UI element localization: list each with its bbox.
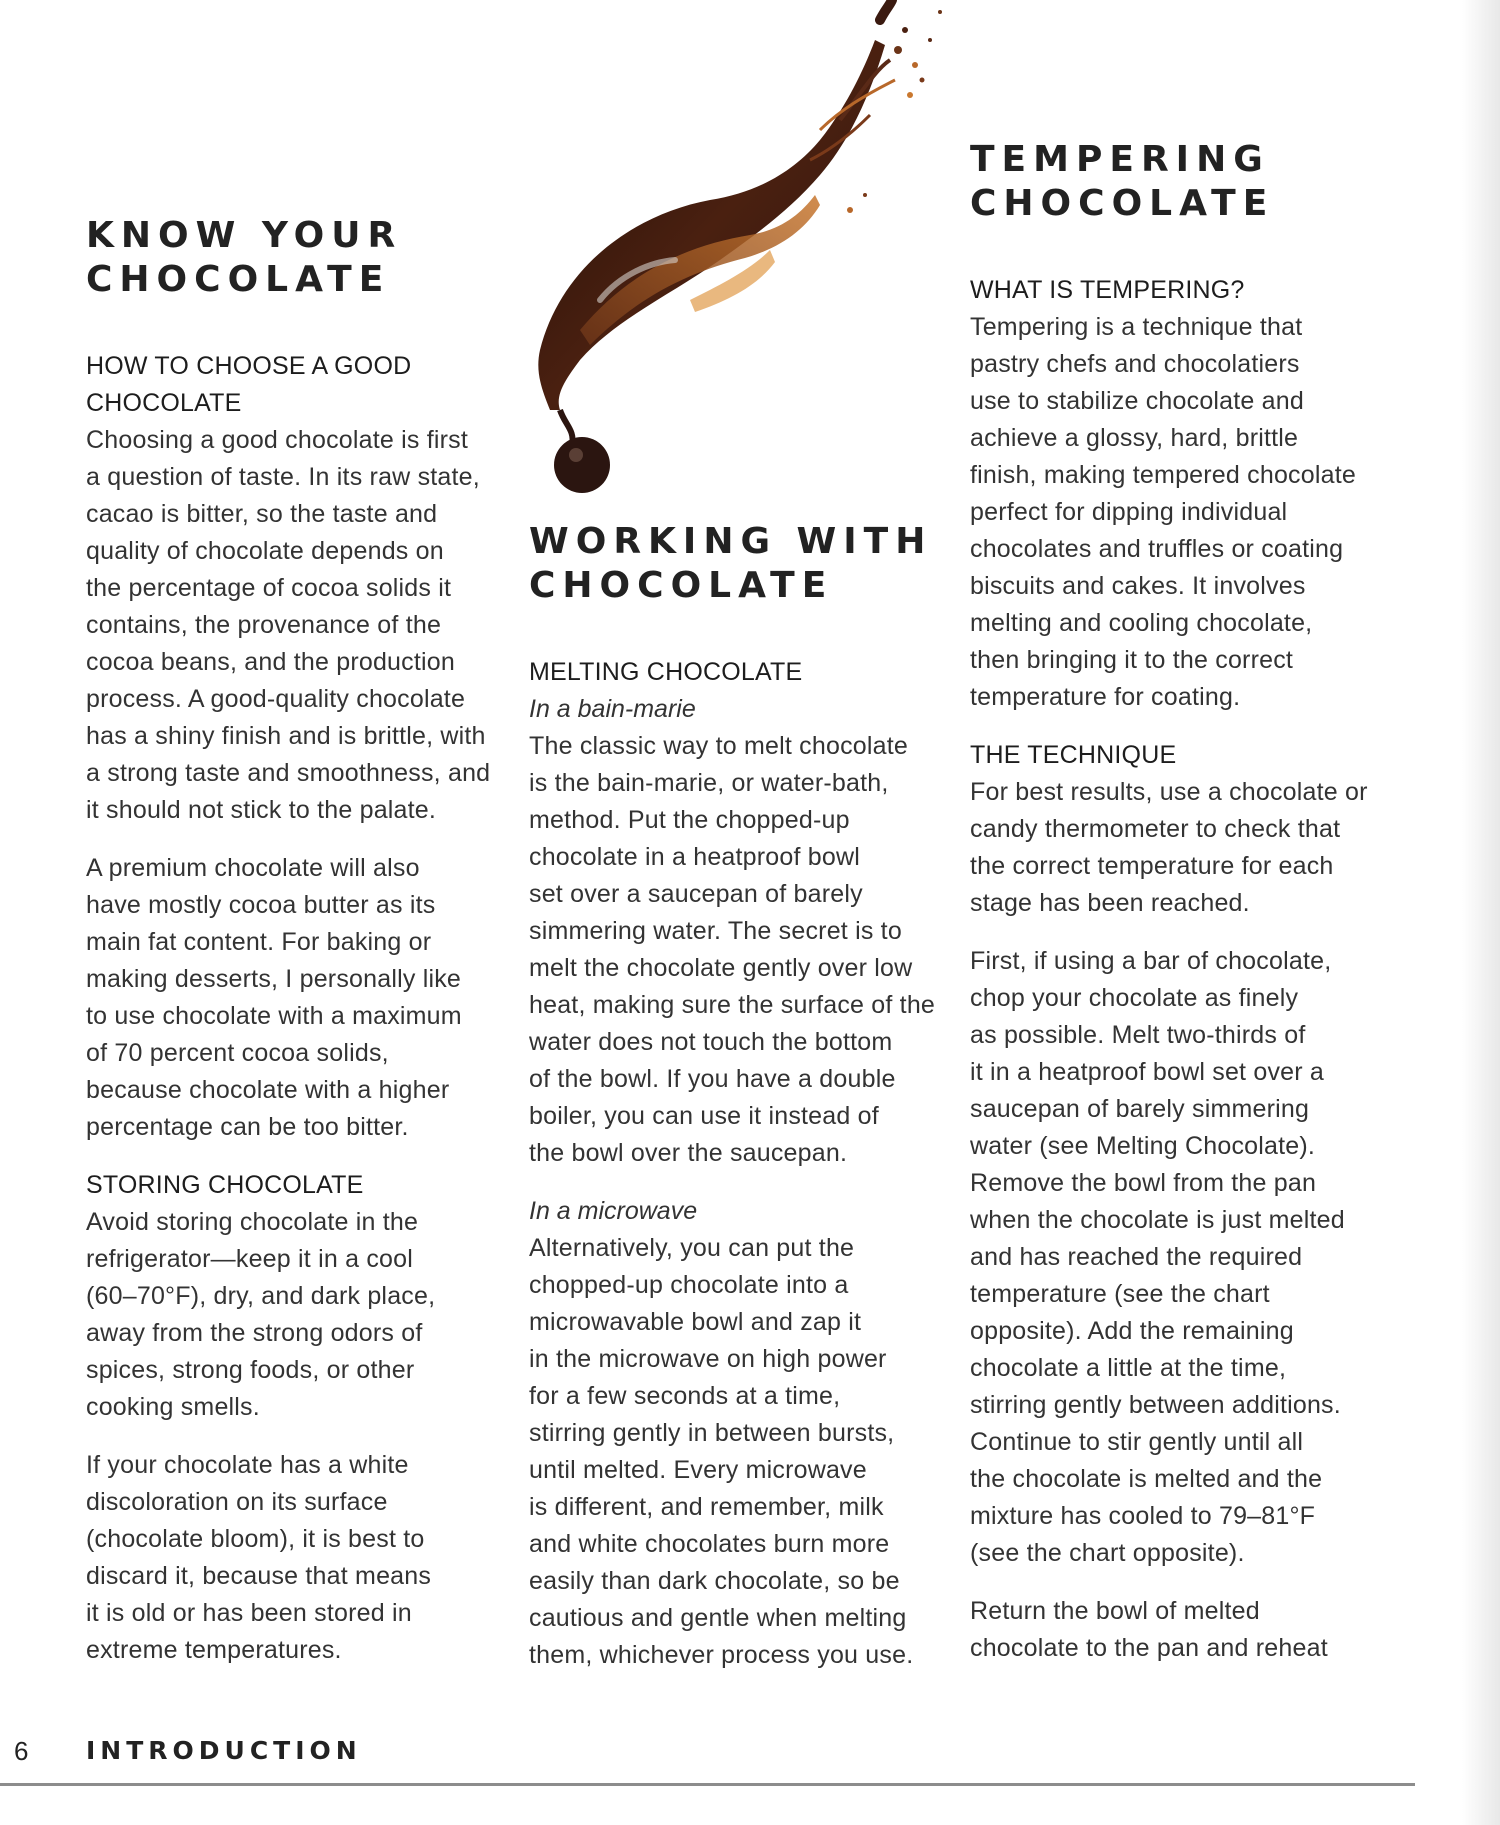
text-line: mixture has cooled to 79–81°F (970, 1502, 1316, 1530)
heading-line: WORKING WITH (529, 521, 933, 562)
text-line: spices, strong foods, or other (86, 1356, 415, 1384)
column-working-with-chocolate (529, 520, 949, 1674)
text-line: is the bain-marie, or water-bath, (529, 769, 889, 797)
text-line: is different, and remember, milk (529, 1493, 884, 1521)
footer-divider (0, 1783, 1415, 1786)
text-line: For best results, use a chocolate or (970, 778, 1368, 806)
method-microwave: In a microwave (529, 1197, 698, 1225)
text-line: A premium chocolate will also (86, 854, 420, 882)
text-line: because chocolate with a higher (86, 1076, 450, 1104)
text-line: discard it, because that means (86, 1562, 432, 1590)
heading-know-your-chocolate (86, 214, 506, 302)
text-line: (60–70°F), dry, and dark place, (86, 1282, 436, 1310)
text-line: discoloration on its surface (86, 1488, 388, 1516)
text-line: of the bowl. If you have a double (529, 1065, 896, 1093)
text-line: it in a heatproof bowl set over a (970, 1058, 1325, 1086)
text-line: biscuits and cakes. It involves (970, 572, 1306, 600)
text-line: heat, making sure the surface of the (529, 991, 936, 1019)
text-line: have mostly cocoa butter as its (86, 891, 436, 919)
text-line: until melted. Every microwave (529, 1456, 867, 1484)
text-line: chocolate a little at the time, (970, 1354, 1287, 1382)
text-line: pastry chefs and chocolatiers (970, 350, 1300, 378)
text-line: to use chocolate with a maximum (86, 1002, 462, 1030)
heading-tempering-chocolate (970, 138, 1400, 226)
paragraph-return-bowl (970, 1593, 1400, 1667)
paragraph-first-steps (970, 943, 1400, 1572)
text-line: the percentage of cocoa solids it (86, 574, 452, 602)
heading-working-with-chocolate (529, 520, 949, 608)
paragraph-premium (86, 850, 506, 1146)
text-line: melt the chocolate gently over low (529, 954, 913, 982)
subheading-line: CHOCOLATE (86, 389, 242, 417)
text-line: the correct temperature for each (970, 852, 1334, 880)
heading-line: TEMPERING (970, 139, 1270, 180)
text-line: The classic way to melt chocolate (529, 732, 908, 760)
paragraph-best-results (970, 774, 1400, 922)
text-line: them, whichever process you use. (529, 1641, 914, 1669)
paragraph-bain-marie (529, 728, 949, 1172)
text-line: making desserts, I personally like (86, 965, 462, 993)
text-line: then bringing it to the correct (970, 646, 1294, 674)
section-label: INTRODUCTION (86, 1736, 362, 1765)
subheading-storing (86, 1167, 506, 1204)
method-bain-marie: In a bain-marie (529, 695, 696, 723)
text-line: Remove the bowl from the pan (970, 1169, 1317, 1197)
text-line: a question of taste. In its raw state, (86, 463, 480, 491)
text-line: main fat content. For baking or (86, 928, 432, 956)
paragraph-choosing (86, 422, 506, 829)
text-line: cocoa beans, and the production (86, 648, 455, 676)
text-line: stage has been reached. (970, 889, 1250, 917)
text-line: opposite). Add the remaining (970, 1317, 1294, 1345)
text-line: microwavable bowl and zap it (529, 1308, 862, 1336)
text-line: achieve a glossy, hard, brittle (970, 424, 1299, 452)
paragraph-tempering-definition (970, 309, 1400, 716)
text-line: process. A good-quality chocolate (86, 685, 466, 713)
text-line: finish, making tempered chocolate (970, 461, 1356, 489)
text-line: Avoid storing chocolate in the (86, 1208, 419, 1236)
text-line: and white chocolates burn more (529, 1530, 890, 1558)
text-line: quality of chocolate depends on (86, 537, 444, 565)
text-line: saucepan of barely simmering (970, 1095, 1310, 1123)
text-line: cacao is bitter, so the taste and (86, 500, 438, 528)
text-line: Alternatively, you can put the (529, 1234, 855, 1262)
text-line: chocolate in a heatproof bowl (529, 843, 861, 871)
text-line: melting and cooling chocolate, (970, 609, 1313, 637)
text-line: stirring gently between additions. (970, 1391, 1341, 1419)
subheading-line: WHAT IS TEMPERING? (970, 276, 1245, 304)
heading-line: CHOCOLATE (529, 565, 834, 606)
text-line: perfect for dipping individual (970, 498, 1288, 526)
text-line: cooking smells. (86, 1393, 260, 1421)
text-line: contains, the provenance of the (86, 611, 442, 639)
text-line: use to stabilize chocolate and (970, 387, 1304, 415)
text-line: Tempering is a technique that (970, 313, 1303, 341)
text-line: temperature for coating. (970, 683, 1241, 711)
text-line: chocolates and truffles or coating (970, 535, 1344, 563)
text-line: chocolate to the pan and reheat (970, 1634, 1328, 1662)
page-gutter-shadow (1462, 0, 1500, 1825)
text-line: temperature (see the chart (970, 1280, 1270, 1308)
subheading-line: HOW TO CHOOSE A GOOD (86, 352, 412, 380)
text-line: away from the strong odors of (86, 1319, 423, 1347)
text-line: percentage can be too bitter. (86, 1113, 409, 1141)
text-line: Continue to stir gently until all (970, 1428, 1304, 1456)
text-line: Choosing a good chocolate is first (86, 426, 469, 454)
text-line: stirring gently in between bursts, (529, 1419, 895, 1447)
text-line: chopped-up chocolate into a (529, 1271, 849, 1299)
text-line: the bowl over the saucepan. (529, 1139, 848, 1167)
subheading-what-is-tempering (970, 272, 1400, 309)
text-line: boiler, you can use it instead of (529, 1102, 879, 1130)
subheading-technique (970, 737, 1400, 774)
text-line: extreme temperatures. (86, 1636, 342, 1664)
heading-line: KNOW YOUR (86, 215, 403, 256)
text-line: Return the bowl of melted (970, 1597, 1260, 1625)
chocolate-splash-image (520, 0, 980, 520)
text-line: the chocolate is melted and the (970, 1465, 1323, 1493)
column-know-your-chocolate (86, 214, 506, 1669)
heading-line: CHOCOLATE (970, 183, 1275, 224)
paragraph-bloom (86, 1447, 506, 1669)
text-line: method. Put the chopped-up (529, 806, 850, 834)
text-line: a strong taste and smoothness, and (86, 759, 491, 787)
text-line: (see the chart opposite). (970, 1539, 1245, 1567)
column-tempering-chocolate (970, 138, 1400, 1667)
text-line: water (see Melting Chocolate). (970, 1132, 1316, 1160)
heading-line: CHOCOLATE (86, 259, 391, 300)
page-number: 6 (14, 1736, 29, 1766)
text-line: (chocolate bloom), it is best to (86, 1525, 425, 1553)
text-line: easily than dark chocolate, so be (529, 1567, 900, 1595)
text-line: First, if using a bar of chocolate, (970, 947, 1332, 975)
text-line: candy thermometer to check that (970, 815, 1341, 843)
subheading-melting (529, 654, 949, 691)
text-line: set over a saucepan of barely (529, 880, 863, 908)
text-line: it is old or has been stored in (86, 1599, 412, 1627)
text-line: water does not touch the bottom (529, 1028, 893, 1056)
paragraph-microwave (529, 1230, 949, 1674)
text-line: in the microwave on high power (529, 1345, 887, 1373)
text-line: cautious and gentle when melting (529, 1604, 907, 1632)
text-line: chop your chocolate as finely (970, 984, 1299, 1012)
paragraph-storing (86, 1204, 506, 1426)
text-line: refrigerator—keep it in a cool (86, 1245, 413, 1273)
subheading-line: THE TECHNIQUE (970, 741, 1177, 769)
subheading-line: STORING CHOCOLATE (86, 1171, 364, 1199)
text-line: and has reached the required (970, 1243, 1303, 1271)
text-line: as possible. Melt two-thirds of (970, 1021, 1306, 1049)
subheading-how-to-choose (86, 348, 506, 422)
text-line: has a shiny finish and is brittle, with (86, 722, 486, 750)
subheading-line: MELTING CHOCOLATE (529, 658, 803, 686)
text-line: it should not stick to the palate. (86, 796, 437, 824)
text-line: for a few seconds at a time, (529, 1382, 841, 1410)
text-line: of 70 percent cocoa solids, (86, 1039, 389, 1067)
text-line: simmering water. The secret is to (529, 917, 902, 945)
text-line: when the chocolate is just melted (970, 1206, 1345, 1234)
text-line: If your chocolate has a white (86, 1451, 409, 1479)
